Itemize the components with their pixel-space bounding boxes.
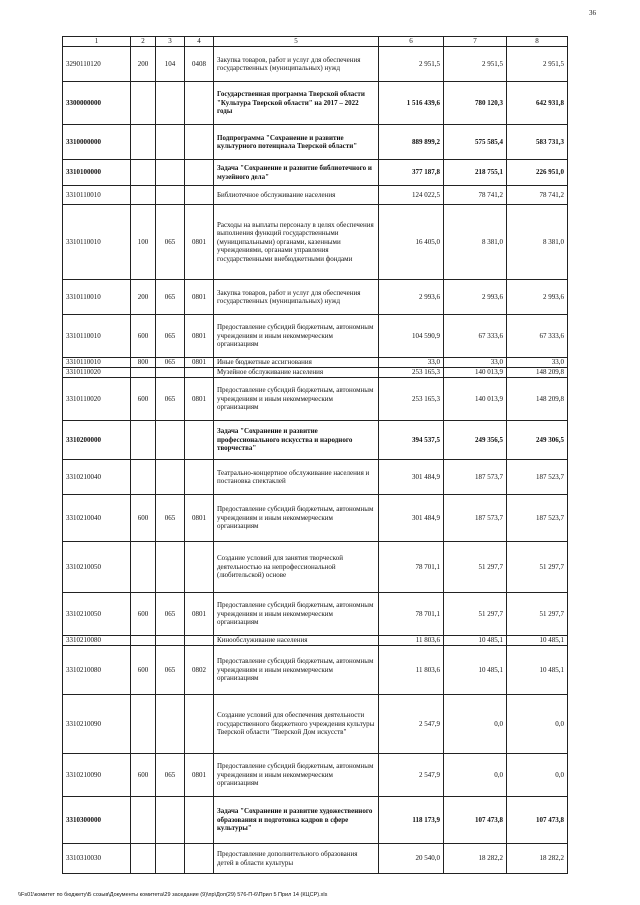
- amount-year-2-cell: 107 473,8: [444, 797, 507, 844]
- section-code-cell: 0801: [185, 315, 214, 358]
- ministry-code-cell: [156, 797, 185, 844]
- amount-year-3-cell: 226 951,0: [507, 160, 568, 186]
- amount-year-2-cell: 0,0: [444, 695, 507, 754]
- amount-year-1-cell: 889 899,2: [379, 125, 444, 160]
- amount-year-2-cell: 67 333,6: [444, 315, 507, 358]
- expense-type-cell: 800: [131, 358, 156, 368]
- section-code-cell: [185, 844, 214, 874]
- table-row: [63, 47, 568, 82]
- ministry-code-cell: 065: [156, 495, 185, 542]
- ministry-code-cell: 104: [156, 47, 185, 82]
- ministry-code-cell: 065: [156, 358, 185, 368]
- amount-year-2-cell: 780 120,3: [444, 82, 507, 125]
- item-name-cell: Предоставление субсидий бюджетным, автономным учреждениям и иным некоммерческим организациям: [214, 315, 379, 358]
- expense-type-cell: [131, 421, 156, 460]
- section-code-cell: 0801: [185, 358, 214, 368]
- amount-year-3-cell: 2 951,5: [507, 47, 568, 82]
- table-row: [63, 358, 568, 368]
- amount-year-2-cell: 10 485,1: [444, 636, 507, 646]
- classification-code-cell: 3310310030: [63, 844, 131, 874]
- section-code-cell: 0801: [185, 754, 214, 797]
- amount-year-2-cell: 10 485,1: [444, 646, 507, 695]
- expense-type-cell: 200: [131, 47, 156, 82]
- ministry-code-cell: [156, 368, 185, 378]
- amount-year-1-cell: 301 484,9: [379, 495, 444, 542]
- section-code-cell: [185, 82, 214, 125]
- item-name-cell: Задача "Сохранение и развитие профессионального искусства и народного творчества": [214, 421, 379, 460]
- ministry-code-cell: 065: [156, 593, 185, 636]
- classification-code-cell: 3310100000: [63, 160, 131, 186]
- expense-type-cell: [131, 695, 156, 754]
- ministry-code-cell: [156, 844, 185, 874]
- amount-year-1-cell: 11 803,6: [379, 636, 444, 646]
- column-header: 7: [444, 37, 507, 47]
- classification-code-cell: 3310110010: [63, 315, 131, 358]
- amount-year-2-cell: 0,0: [444, 754, 507, 797]
- amount-year-2-cell: 218 755,1: [444, 160, 507, 186]
- section-code-cell: [185, 542, 214, 593]
- amount-year-1-cell: 104 590,9: [379, 315, 444, 358]
- expense-type-cell: 600: [131, 754, 156, 797]
- expense-type-cell: 600: [131, 593, 156, 636]
- table-row: [63, 315, 568, 358]
- amount-year-3-cell: 10 485,1: [507, 636, 568, 646]
- section-code-cell: 0408: [185, 47, 214, 82]
- expense-type-cell: [131, 160, 156, 186]
- amount-year-3-cell: 67 333,6: [507, 315, 568, 358]
- amount-year-2-cell: 187 573,7: [444, 460, 507, 495]
- item-name-cell: Библиотечное обслуживание населения: [214, 186, 379, 205]
- classification-code-cell: 3290110120: [63, 47, 131, 82]
- amount-year-3-cell: 0,0: [507, 754, 568, 797]
- file-path-footer: \\Fs01\комитет по бюджету\Б созыв\Документы комитета\29 заседание (9)\пр\Доп(29) 576-П-6\Прил 5 Прил 14 (КЦСР).xls: [18, 892, 328, 898]
- table-row: [63, 186, 568, 205]
- section-code-cell: [185, 636, 214, 646]
- column-header: 3: [156, 37, 185, 47]
- table-row: [63, 160, 568, 186]
- amount-year-3-cell: 78 741,2: [507, 186, 568, 205]
- item-name-cell: Задача "Сохранение и развитие библиотечного и музейного дела": [214, 160, 379, 186]
- ministry-code-cell: [156, 460, 185, 495]
- section-code-cell: [185, 460, 214, 495]
- expense-type-cell: [131, 125, 156, 160]
- amount-year-3-cell: 51 297,7: [507, 593, 568, 636]
- classification-code-cell: 3310110010: [63, 358, 131, 368]
- amount-year-1-cell: 253 165,3: [379, 378, 444, 421]
- amount-year-2-cell: 78 741,2: [444, 186, 507, 205]
- section-code-cell: [185, 368, 214, 378]
- item-name-cell: Задача "Сохранение и развитие художественного образования и подготовка кадров в сфере культуры": [214, 797, 379, 844]
- table-row: [63, 542, 568, 593]
- classification-code-cell: 3310210090: [63, 754, 131, 797]
- item-name-cell: Кинообслуживание населения: [214, 636, 379, 646]
- table-row: [63, 460, 568, 495]
- amount-year-1-cell: 2 547,9: [379, 754, 444, 797]
- table-row: [63, 797, 568, 844]
- table-row: [63, 844, 568, 874]
- amount-year-1-cell: 11 803,6: [379, 646, 444, 695]
- classification-code-cell: 3310300000: [63, 797, 131, 844]
- classification-code-cell: 3310210090: [63, 695, 131, 754]
- amount-year-1-cell: 20 540,0: [379, 844, 444, 874]
- table-row: [63, 125, 568, 160]
- column-header: 8: [507, 37, 568, 47]
- classification-code-cell: 3310210080: [63, 636, 131, 646]
- table-row: [63, 695, 568, 754]
- expense-type-cell: [131, 636, 156, 646]
- column-header: 1: [63, 37, 131, 47]
- classification-code-cell: 3310210040: [63, 495, 131, 542]
- amount-year-1-cell: 253 165,3: [379, 368, 444, 378]
- amount-year-1-cell: 78 701,1: [379, 593, 444, 636]
- section-code-cell: [185, 797, 214, 844]
- ministry-code-cell: 065: [156, 280, 185, 315]
- amount-year-1-cell: 1 516 439,6: [379, 82, 444, 125]
- amount-year-2-cell: 51 297,7: [444, 593, 507, 636]
- item-name-cell: Театрально-концертное обслуживание населения и постановка спектаклей: [214, 460, 379, 495]
- item-name-cell: Закупка товаров, работ и услуг для обеспечения государственных (муниципальных) нужд: [214, 47, 379, 82]
- ministry-code-cell: 065: [156, 205, 185, 280]
- amount-year-1-cell: 2 951,5: [379, 47, 444, 82]
- section-code-cell: [185, 421, 214, 460]
- item-name-cell: Музейное обслуживание населения: [214, 368, 379, 378]
- item-name-cell: Предоставление дополнительного образования детей в области культуры: [214, 844, 379, 874]
- expense-type-cell: [131, 797, 156, 844]
- section-code-cell: 0801: [185, 495, 214, 542]
- amount-year-1-cell: 301 484,9: [379, 460, 444, 495]
- amount-year-3-cell: 10 485,1: [507, 646, 568, 695]
- amount-year-1-cell: 124 022,5: [379, 186, 444, 205]
- ministry-code-cell: [156, 421, 185, 460]
- amount-year-1-cell: 33,0: [379, 358, 444, 368]
- table-row: [63, 205, 568, 280]
- amount-year-3-cell: 583 731,3: [507, 125, 568, 160]
- column-header: 6: [379, 37, 444, 47]
- section-code-cell: [185, 125, 214, 160]
- classification-code-cell: 3310210080: [63, 646, 131, 695]
- classification-code-cell: 3310110010: [63, 205, 131, 280]
- expense-type-cell: 200: [131, 280, 156, 315]
- item-name-cell: Предоставление субсидий бюджетным, автономным учреждениям и иным некоммерческим организациям: [214, 378, 379, 421]
- expense-type-cell: 100: [131, 205, 156, 280]
- expense-type-cell: [131, 844, 156, 874]
- classification-code-cell: 3310000000: [63, 125, 131, 160]
- section-code-cell: 0801: [185, 280, 214, 315]
- ministry-code-cell: [156, 695, 185, 754]
- page-number: 36: [589, 9, 596, 17]
- section-code-cell: [185, 186, 214, 205]
- ministry-code-cell: 065: [156, 646, 185, 695]
- item-name-cell: Предоставление субсидий бюджетным, автономным учреждениям и иным некоммерческим организациям: [214, 646, 379, 695]
- ministry-code-cell: [156, 186, 185, 205]
- column-header: 4: [185, 37, 214, 47]
- amount-year-2-cell: 140 013,9: [444, 368, 507, 378]
- amount-year-3-cell: 51 297,7: [507, 542, 568, 593]
- amount-year-2-cell: 8 381,0: [444, 205, 507, 280]
- expense-type-cell: [131, 542, 156, 593]
- amount-year-3-cell: 642 931,8: [507, 82, 568, 125]
- classification-code-cell: 3310210040: [63, 460, 131, 495]
- item-name-cell: Создание условий для занятия творческой деятельностью на непрофессиональной (любительской) основе: [214, 542, 379, 593]
- section-code-cell: 0801: [185, 378, 214, 421]
- ministry-code-cell: [156, 636, 185, 646]
- expense-type-cell: [131, 186, 156, 205]
- item-name-cell: Иные бюджетные ассигнования: [214, 358, 379, 368]
- item-name-cell: Предоставление субсидий бюджетным, автономным учреждениям и иным некоммерческим организациям: [214, 593, 379, 636]
- amount-year-3-cell: 8 381,0: [507, 205, 568, 280]
- amount-year-2-cell: 51 297,7: [444, 542, 507, 593]
- item-name-cell: Предоставление субсидий бюджетным, автономным учреждениям и иным некоммерческим организациям: [214, 754, 379, 797]
- item-name-cell: Создание условий для обеспечения деятельности государственного бюджетного учреждения культуры Тверской области "Тверской Дом искусств": [214, 695, 379, 754]
- table-row: [63, 421, 568, 460]
- amount-year-3-cell: 187 523,7: [507, 460, 568, 495]
- expense-type-cell: [131, 460, 156, 495]
- expense-type-cell: 600: [131, 378, 156, 421]
- classification-code-cell: 3310110020: [63, 378, 131, 421]
- amount-year-1-cell: 377 187,8: [379, 160, 444, 186]
- column-header-row: [63, 37, 568, 47]
- amount-year-3-cell: 148 209,8: [507, 378, 568, 421]
- classification-code-cell: 3310210050: [63, 542, 131, 593]
- amount-year-1-cell: 118 173,9: [379, 797, 444, 844]
- item-name-cell: Предоставление субсидий бюджетным, автономным учреждениям и иным некоммерческим организациям: [214, 495, 379, 542]
- section-code-cell: 0801: [185, 593, 214, 636]
- table-row: [63, 495, 568, 542]
- ministry-code-cell: [156, 82, 185, 125]
- amount-year-3-cell: 18 282,2: [507, 844, 568, 874]
- expense-type-cell: 600: [131, 646, 156, 695]
- expense-type-cell: [131, 368, 156, 378]
- ministry-code-cell: [156, 125, 185, 160]
- table-row: [63, 82, 568, 125]
- expense-type-cell: 600: [131, 495, 156, 542]
- amount-year-2-cell: 2 993,6: [444, 280, 507, 315]
- section-code-cell: 0801: [185, 205, 214, 280]
- column-header: 5: [214, 37, 379, 47]
- item-name-cell: Государственная программа Тверской области "Культура Тверской области" на 2017 – 2022 годы: [214, 82, 379, 125]
- classification-code-cell: 3310210050: [63, 593, 131, 636]
- amount-year-3-cell: 107 473,8: [507, 797, 568, 844]
- table-row: [63, 378, 568, 421]
- table-row: [63, 368, 568, 378]
- amount-year-2-cell: 18 282,2: [444, 844, 507, 874]
- amount-year-1-cell: 2 547,9: [379, 695, 444, 754]
- ministry-code-cell: 065: [156, 754, 185, 797]
- ministry-code-cell: 065: [156, 378, 185, 421]
- table-row: [63, 754, 568, 797]
- item-name-cell: Подпрограмма "Сохранение и развитие культурного потенциала Тверской области": [214, 125, 379, 160]
- amount-year-2-cell: 33,0: [444, 358, 507, 368]
- ministry-code-cell: [156, 160, 185, 186]
- item-name-cell: Расходы на выплаты персоналу в целях обеспечения выполнения функций государственными (муниципальными) органами, казенными учреждениями, органами управления государственными внебюджетными фондами: [214, 205, 379, 280]
- item-name-cell: Закупка товаров, работ и услуг для обеспечения государственных (муниципальных) нужд: [214, 280, 379, 315]
- ministry-code-cell: 065: [156, 315, 185, 358]
- amount-year-2-cell: 187 573,7: [444, 495, 507, 542]
- classification-code-cell: 3310110010: [63, 280, 131, 315]
- table-row: [63, 636, 568, 646]
- amount-year-2-cell: 2 951,5: [444, 47, 507, 82]
- amount-year-3-cell: 33,0: [507, 358, 568, 368]
- column-header: 2: [131, 37, 156, 47]
- expense-type-cell: [131, 82, 156, 125]
- amount-year-1-cell: 2 993,6: [379, 280, 444, 315]
- amount-year-1-cell: 394 537,5: [379, 421, 444, 460]
- amount-year-3-cell: 2 993,6: [507, 280, 568, 315]
- table-row: [63, 593, 568, 636]
- section-code-cell: 0802: [185, 646, 214, 695]
- amount-year-3-cell: 249 306,5: [507, 421, 568, 460]
- amount-year-1-cell: 78 701,1: [379, 542, 444, 593]
- classification-code-cell: 3310200000: [63, 421, 131, 460]
- amount-year-2-cell: 140 013,9: [444, 378, 507, 421]
- amount-year-3-cell: 0,0: [507, 695, 568, 754]
- amount-year-2-cell: 249 356,5: [444, 421, 507, 460]
- table-row: [63, 646, 568, 695]
- amount-year-3-cell: 148 209,8: [507, 368, 568, 378]
- ministry-code-cell: [156, 542, 185, 593]
- classification-code-cell: 3300000000: [63, 82, 131, 125]
- classification-code-cell: 3310110010: [63, 186, 131, 205]
- amount-year-3-cell: 187 523,7: [507, 495, 568, 542]
- section-code-cell: [185, 160, 214, 186]
- amount-year-1-cell: 16 405,0: [379, 205, 444, 280]
- classification-code-cell: 3310110020: [63, 368, 131, 378]
- expense-type-cell: 600: [131, 315, 156, 358]
- budget-table: [62, 36, 568, 874]
- amount-year-2-cell: 575 585,4: [444, 125, 507, 160]
- table-row: [63, 280, 568, 315]
- section-code-cell: [185, 695, 214, 754]
